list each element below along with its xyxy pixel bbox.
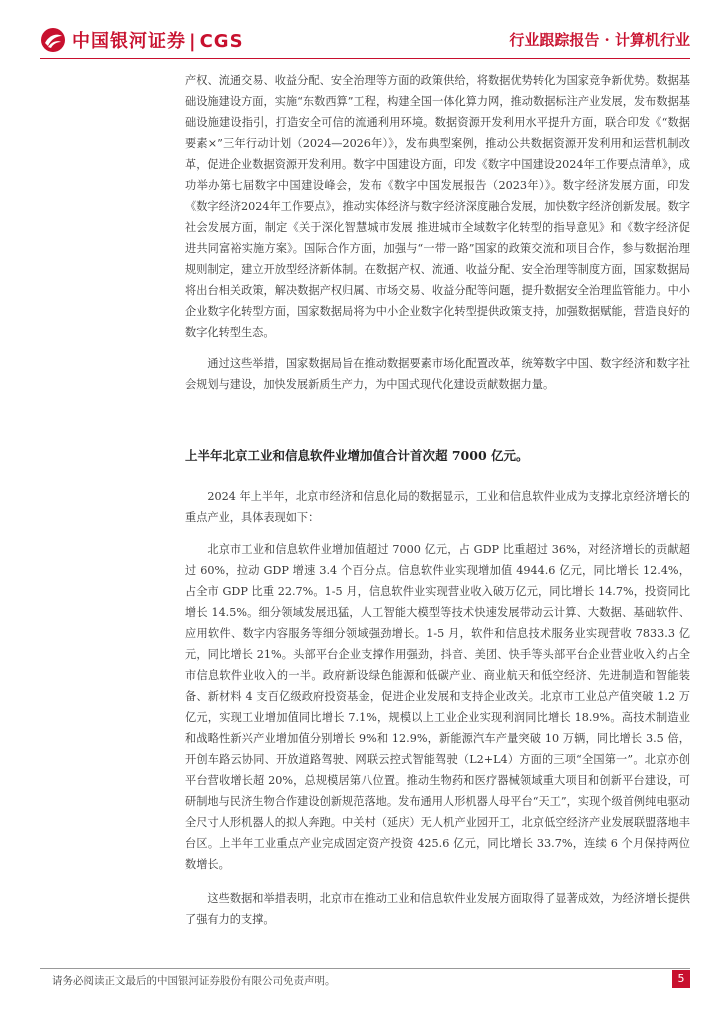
- report-type-title: 行业跟踪报告 · 计算机行业: [509, 31, 690, 49]
- logo-brand: CGS: [199, 31, 244, 52]
- paragraph-4: 北京市工业和信息软件业增加值超过 7000 亿元，占 GDP 比重超过 36%，对经济增长的贡献超过 60%，拉动 GDP 增速 3.4 个百分点。信息软件业实现增加值 4944.6 亿元，同比增长 12.4%，占全市 GDP 比重 22.7%。1-5 月，信息软件业实现营业收入破万亿元，同比增长 14.7%，投资同比增长 14.5%。细分领域发展迅猛，人工智能大模型等技术快速发展带动云计算、大数据、基础软件、应用软件、数字内容服务等细分领域强劲增长。1-5 月，软件和信息技术服务业实现营收 7833.3 亿元，同比增长 21%。头部平台企业支撑作用强劲，抖音、美团、快手等头部平台企业营业收入约占全市信息软件业收入的一半。政府新设绿色能源和低碳产业、商业航天和低空经济、先进制造和智能装备、新材料 4 支百亿级政府投资基金，促进企业发展和支持企业改关。北京市工业总产值突破 1.2 万亿元，实现工业增加值同比增长 7.1%，规模以上工业企业实现利润同比增长 18.9%。高技术制造业和战略性新兴产业增加值分别增长 9%和 12.9%，新能源汽车产量突破 10 万辆，同比增长 3.5 倍，开创车路云协同、开放道路驾驶、网联云控式智能驾驶（L2+L4）方面的三项“全国第一”。北京亦创平台营收增长超 20%，总规模居第八位置。推动生物药和医疗器械领域重大项目和创新平台建设，可研制地与民济生物合作建设创新规范落地。发布通用人形机器人母平台“天工”，实现个级首例纯电驱动全尺寸人形机器人的拟人奔跑。中关村（延庆）无人机产业园开工，北京低空经济产业发展联盟落地丰台区。上半年工业重点产业完成固定资产投资 425.6 亿元，同比增长 33.7%，连续 6 个月保持两位数增长。: [185, 543, 690, 871]
- footer-disclaimer: 请务必阅读正文最后的中国银河证券股份有限公司免责声明。: [52, 975, 336, 987]
- paragraph-1: 产权、流通交易、收益分配、安全治理等方面的政策供给，将数据优势转化为国家竞争新优势。数据基础设施建设方面，实施“东数西算”工程，构建全国一体化算力网，推动数据标注产业发展，发布数据基础设施建设指引，打造安全可信的流通利用环境。数据资源开发利用水平提升方面，联合印发《“数据要素×”三年行动计划（2024—2026年）》，发布典型案例，推动公共数据资源开发利用和运营机制改革，促进企业数据资源开发利用。数字中国建设方面，印发《数字中国建设2024年工作要点清单》，成功举办第七届数字中国建设峰会，发布《数字中国发展报告（2023年）》。数字经济发展方面，印发《数字经济2024年工作要点》，推动实体经济与数字经济深度融合发展，加快数字经济创新发展。数字社会发展方面，制定《关于深化智慧城市发展 推进城市全域数字化转型的指导意见》和《数字经济促进共同富裕实施方案》。国际合作方面，加强与“一带一路”国家的政策交流和项目合作，参与数据治理规则制定，建立开放型经济新体制。在数据产权、流通、收益分配、安全治理等制度方面，国家数据局将出台相关政策，解决数据产权归属、市场交易、收益分配等问题，提升数据安全治理监管能力。中小企业数字化转型方面，国家数据局将为中小企业数字化转型提供政策支持，加强数据赋能，营造良好的数字化转型生态。: [185, 74, 690, 339]
- paragraph-2: 通过这些举措，国家数据局旨在推动数据要素市场化配置改革，统筹数字中国、数字经济和数字社会规划与建设，加快发展新质生产力，为中国式现代化建设贡献数据力量。: [185, 357, 690, 391]
- document-body: [185, 70, 690, 930]
- paragraph-5: 这些数据和举措表明，北京市在推动工业和信息软件业发展方面取得了显著成效，为经济增长提供了强有力的支撑。: [185, 892, 690, 926]
- logo-name: 中国银河证券: [72, 31, 186, 52]
- galaxy-logo-icon: [40, 27, 66, 53]
- page-header: [0, 0, 724, 62]
- company-logo-text: [72, 27, 244, 53]
- paragraph-3: 2024 年上半年，北京市经济和信息化局的数据显示，工业和信息软件业成为支撑北京经济增长的重点产业，具体表现如下：: [185, 490, 690, 524]
- page-number: 5: [672, 970, 690, 988]
- footer-divider: [40, 968, 690, 969]
- logo-separator: |: [189, 31, 197, 52]
- section-heading: 上半年北京工业和信息软件业增加值合计首次超 7000 亿元。: [185, 448, 529, 463]
- header-divider: [40, 58, 690, 59]
